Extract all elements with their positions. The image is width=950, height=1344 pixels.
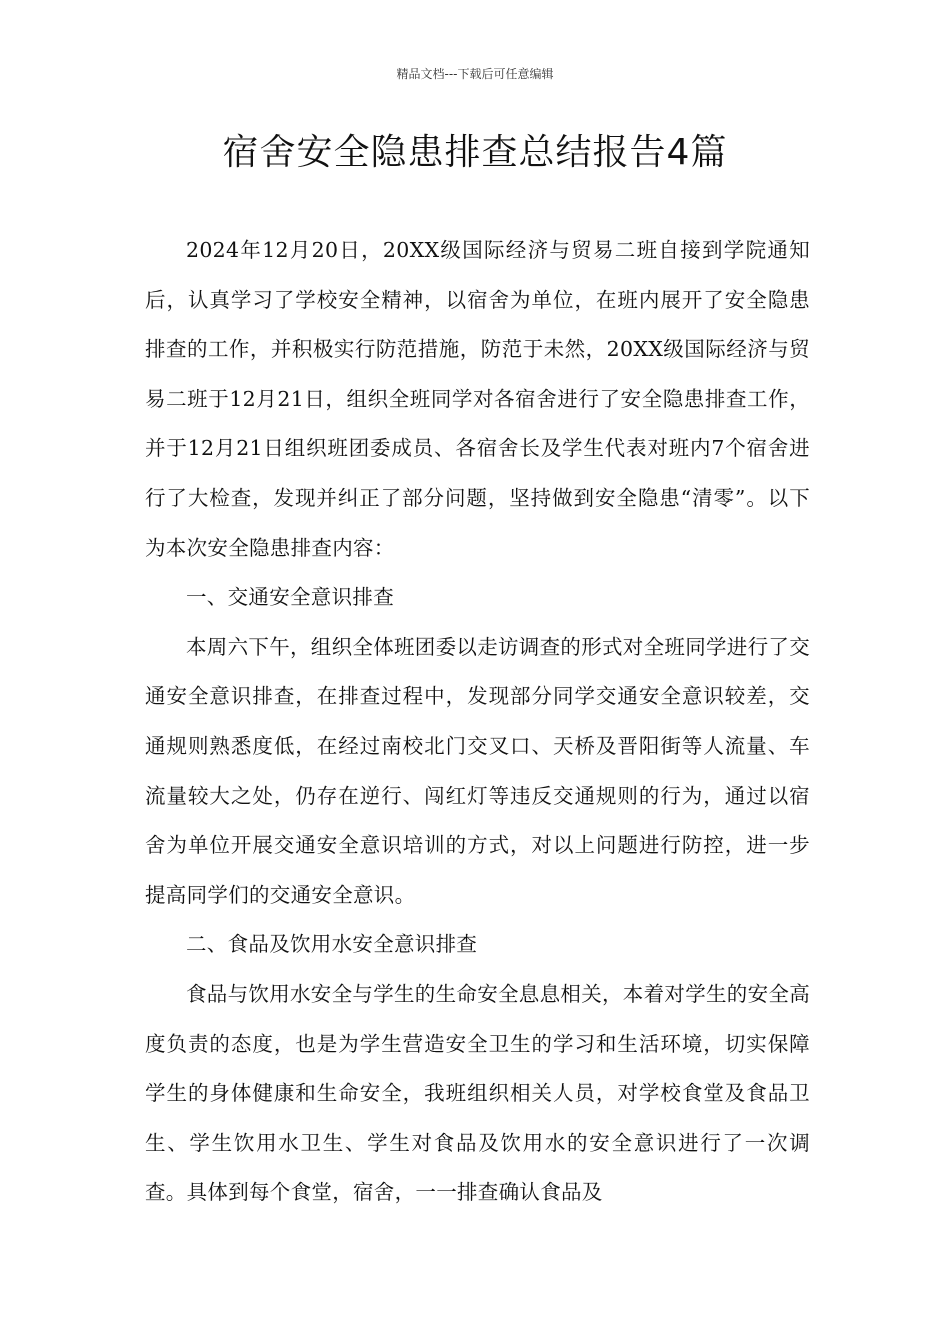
page-header: 精品文档---下载后可任意编辑 xyxy=(396,67,554,81)
section-paragraph-food-water: 食品与饮用水安全与学生的生命安全息息相关，本着对学生的安全高度负责的态度，也是为学生营造安全卫生的学习和生活环境，切实保障学生的身体健康和生命安全，我班组织相关人员，对学校食堂及食品卫生、学生饮用水卫生、学生对食品及饮用水的安全意识进行了一次调查。具体到每个食堂，宿舍，一一排查确认食品及 xyxy=(145,981,810,1205)
document-body xyxy=(145,226,810,1218)
document-title: 宿舍安全隐患排查总结报告4篇 xyxy=(222,132,728,173)
section-heading-food-water: 二、食品及饮用水安全意识排查 xyxy=(186,932,478,957)
section-paragraph-traffic: 本周六下午，组织全体班团委以走访调查的形式对全班同学进行了交通安全意识排查，在排查过程中，发现部分同学交通安全意识较差，交通规则熟悉度低，在经过南校北门交叉口、天桥及晋阳街等人流量、车流量较大之处，仍存在逆行、闯红灯等违反交通规则的行为，通过以宿舍为单位开展交通安全意识培训的方式，对以上问题进行防控，进一步提高同学们的交通安全意识。 xyxy=(145,634,810,907)
section-heading-traffic: 一、交通安全意识排查 xyxy=(186,585,394,610)
intro-paragraph: 2024年12月20日，20XX级国际经济与贸易二班自接到学院通知后，认真学习了学校安全精神，以宿舍为单位，在班内展开了安全隐患排查的工作，并积极实行防范措施，防范于未然，20XX级国际经济与贸易二班于12月21日，组织全班同学对各宿舍进行了安全隐患排查工作，并于12月21日组织班团委成员、各宿舍长及学生代表对班内7个宿舍进行了大检查，发现并纠正了部分问题，坚持做到安全隐患“清零”。以下为本次安全隐患排查内容： xyxy=(145,238,810,560)
